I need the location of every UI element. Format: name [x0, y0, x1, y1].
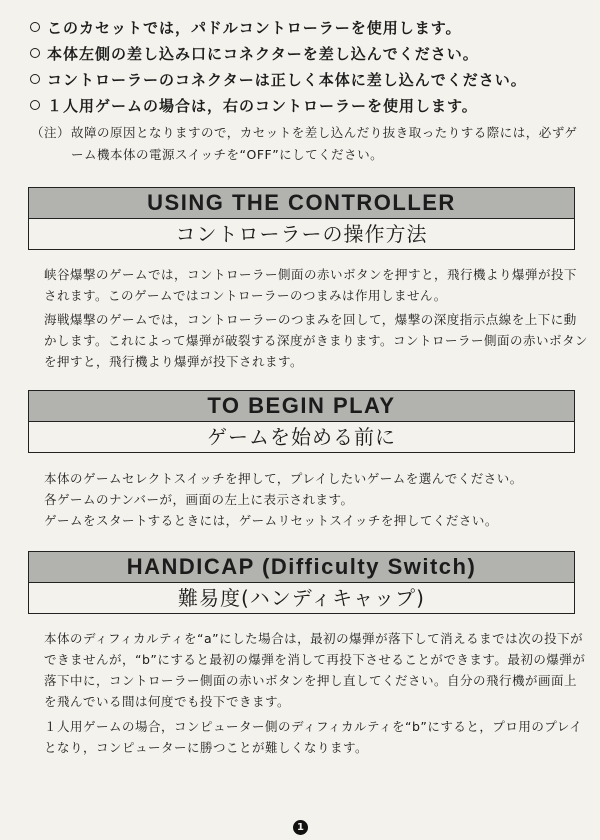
note-text: 故障の原因となりますので，カセットを差し込んだり抜き取ったりする際には，必ずゲーム機本体の電源スイッチを“OFF”にしてください。: [71, 125, 578, 162]
note-label: （注）: [31, 125, 71, 140]
circle-bullet-icon: [30, 48, 40, 58]
bullet-item: [30, 14, 590, 40]
section-title-jp: 難易度(ハンディキャップ): [177, 586, 425, 610]
bullet-item: [30, 92, 590, 118]
paragraph: 峡谷爆撃のゲームでは，コントローラー側面の赤いボタンを押すと，飛行機より爆弾が投下されます。このゲームではコントローラーのつまみは作用しません。: [44, 267, 578, 303]
paragraph: ゲームをスタートするときには，ゲームリセットスイッチを押してください。: [44, 513, 498, 528]
bullet-item: [30, 66, 590, 92]
bullet-text: このカセットでは，パドルコントローラーを使用します。: [47, 18, 462, 37]
caution-note: [31, 122, 586, 166]
section-header-begin-play: [28, 390, 575, 453]
circle-bullet-icon: [30, 100, 40, 110]
bullet-text: コントローラーのコネクターは正しく本体に差し込んでください。: [47, 70, 527, 89]
paragraph: 各ゲームのナンバーが，画面の左上に表示されます。: [44, 492, 354, 507]
bullet-text: 本体左側の差し込み口にコネクターを差し込んでください。: [47, 44, 479, 63]
bullet-item: [30, 40, 590, 66]
paragraph: １人用ゲームの場合，コンピューター側のディフィカルティを“b”にすると，プロ用のプレイとなり，コンピューターに勝つことが難しくなります。: [44, 719, 583, 755]
paragraph: 海戦爆撃のゲームでは，コントローラーのつまみを回して，爆撃の深度指示点線を上下に動かします。これによって爆弾が破裂する深度がきまります。コントローラー側面の赤いボタンを押すと，飛行機より爆弾が投下されます。: [44, 312, 589, 369]
paragraph: 本体のゲームセレクトスイッチを押して，プレイしたいゲームを選んでください。: [44, 471, 523, 486]
circle-bullet-icon: [30, 74, 40, 84]
bullet-list: [30, 14, 590, 118]
paragraph: 本体のディフィカルティを“a”にした場合は，最初の爆弾が落下して消えるまでは次の投下ができませんが，“b”にすると最初の爆弾を消して再投下させることができます。最初の爆弾が落下中に，コントローラー側面の赤いボタンを押し直してください。自分の飛行機が画面上を飛んでいる間は何度でも投下できます。: [44, 631, 586, 709]
section-title-jp: ゲームを始める前に: [207, 425, 396, 449]
page-number: 1: [293, 820, 308, 835]
bullet-text: １人用ゲームの場合は，右のコントローラーを使用します。: [47, 96, 478, 115]
section-header-handicap: [28, 551, 575, 614]
section-header-using-controller: [28, 187, 575, 250]
section-title-jp: コントローラーの操作方法: [175, 222, 428, 246]
circle-bullet-icon: [30, 22, 40, 32]
section-title-en: TO BEGIN PLAY: [29, 391, 574, 422]
section-title-en: USING THE CONTROLLER: [29, 188, 574, 219]
section-title-en: HANDICAP (Difficulty Switch): [29, 552, 574, 583]
